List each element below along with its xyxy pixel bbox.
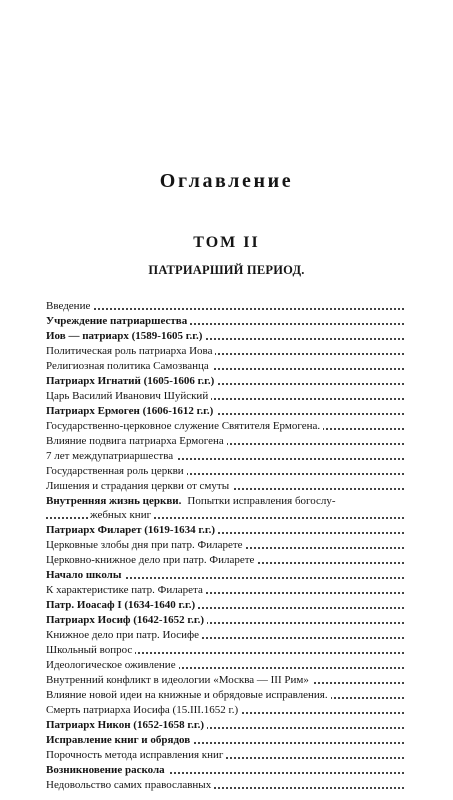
period-heading: ПАТРИАРШИЙ ПЕРИОД. bbox=[148, 263, 305, 277]
toc-entry-text: Смерть патриарха Иосифа (15.III.1652 г.) bbox=[46, 704, 241, 716]
toc-entry bbox=[46, 389, 404, 403]
page-title: Оглавление bbox=[159, 170, 294, 192]
toc-entry-text: Идеологическое оживление bbox=[46, 659, 179, 671]
toc-entry-text: Патриарх Никон (1652-1658 г.г.) bbox=[46, 719, 207, 731]
toc-entry-text: Внутренняя жизнь церкви. bbox=[46, 495, 184, 507]
toc-entry bbox=[46, 538, 404, 552]
toc-entry bbox=[46, 598, 404, 612]
toc-entry-text: Политическая роль патриарха Иова bbox=[46, 345, 215, 357]
toc-entry-text: Патриарх Ермоген (1606-1612 г.г.) bbox=[46, 405, 216, 417]
toc-entry-text: Патриарх Иосиф (1642-1652 г.г.) bbox=[46, 614, 207, 626]
toc-entry bbox=[46, 733, 404, 747]
toc-entry bbox=[46, 658, 404, 672]
toc-entry-text: Церковно-книжное дело при патр. Филарете bbox=[46, 554, 257, 566]
toc-entry bbox=[46, 314, 404, 328]
toc-entry-text: Патриарх Филарет (1619-1634 г.г.) bbox=[46, 524, 218, 536]
toc-entry bbox=[46, 523, 404, 537]
toc-entry-text: Религиозная политика Самозванца bbox=[46, 360, 212, 372]
toc-entry bbox=[46, 299, 404, 313]
toc-entry bbox=[46, 553, 404, 567]
toc-entry bbox=[46, 359, 404, 373]
toc-entry-text: Влияние подвига патриарха Ермогена bbox=[46, 435, 227, 447]
toc-entry bbox=[46, 419, 404, 433]
toc-entry bbox=[46, 763, 404, 777]
toc-entry-text: Возникновение раскола bbox=[46, 764, 168, 776]
toc-entry bbox=[46, 404, 404, 418]
toc-entry-text: Начало школы bbox=[46, 569, 124, 581]
toc-entry-text: Книжное дело при патр. Иосифе bbox=[46, 629, 202, 641]
toc-entry bbox=[46, 748, 404, 762]
toc-entry-text: Лишения и страдания церкви от смуты bbox=[46, 480, 232, 492]
toc-entry-text: Введение bbox=[46, 300, 93, 312]
toc-entry bbox=[46, 583, 404, 597]
table-of-contents bbox=[46, 299, 404, 793]
toc-entry bbox=[46, 628, 404, 642]
toc-entry bbox=[46, 778, 404, 792]
toc-entry-text: Порочность метода исправления книг bbox=[46, 749, 226, 761]
toc-entry-text: Школьный вопрос bbox=[46, 644, 135, 656]
toc-entry-text: Исправление книг и обрядов bbox=[46, 734, 193, 746]
toc-entry bbox=[46, 568, 404, 582]
toc-entry-text: Патр. Иоасаф I (1634-1640 г.г.) bbox=[46, 599, 198, 611]
toc-entry bbox=[46, 329, 404, 343]
toc-entry bbox=[46, 613, 404, 627]
toc-entry bbox=[46, 643, 404, 657]
toc-entry-text: Влияние новой идеи на книжные и обрядовые исправления. bbox=[46, 689, 331, 701]
toc-entry bbox=[46, 479, 404, 493]
toc-entry-text: 7 лет междупатриаршества bbox=[46, 450, 176, 462]
toc-entry-text: Государственная роль церкви bbox=[46, 465, 187, 477]
toc-entry bbox=[46, 434, 404, 448]
toc-entry-text: Патриарх Игнатий (1605-1606 г.г.) bbox=[46, 375, 217, 387]
toc-entry bbox=[46, 374, 404, 388]
toc-entry-text: Внутренний конфликт в идеологии «Москва — III Рим» bbox=[46, 674, 312, 686]
toc-entry-text-line2: жебных книг bbox=[90, 509, 154, 521]
toc-entry bbox=[46, 673, 404, 687]
toc-entry-text-continued: Попытки исправления богослу- bbox=[187, 495, 336, 507]
dot-leader bbox=[46, 308, 404, 310]
toc-entry bbox=[46, 464, 404, 478]
toc-entry-text: Недовольство самих православных bbox=[46, 779, 214, 791]
toc-entry-text: Иов — патриарх (1589-1605 г.г.) bbox=[46, 330, 205, 342]
toc-entry bbox=[46, 703, 404, 717]
toc-entry bbox=[46, 494, 404, 522]
toc-entry-text: К характеристике патр. Филарета bbox=[46, 584, 206, 596]
toc-entry-text: Учреждение патриаршества bbox=[46, 315, 190, 327]
toc-entry bbox=[46, 344, 404, 358]
volume-heading: ТОМ II bbox=[193, 234, 260, 251]
toc-entry-text: Государственно-церковное служение Святителя Ермогена. bbox=[46, 420, 323, 432]
toc-entry bbox=[46, 718, 404, 732]
toc-entry-text: Церковные злобы дня при патр. Филарете bbox=[46, 539, 246, 551]
toc-entry bbox=[46, 449, 404, 463]
toc-entry-text: Царь Василий Иванович Шуйский bbox=[46, 390, 211, 402]
toc-entry bbox=[46, 688, 404, 702]
